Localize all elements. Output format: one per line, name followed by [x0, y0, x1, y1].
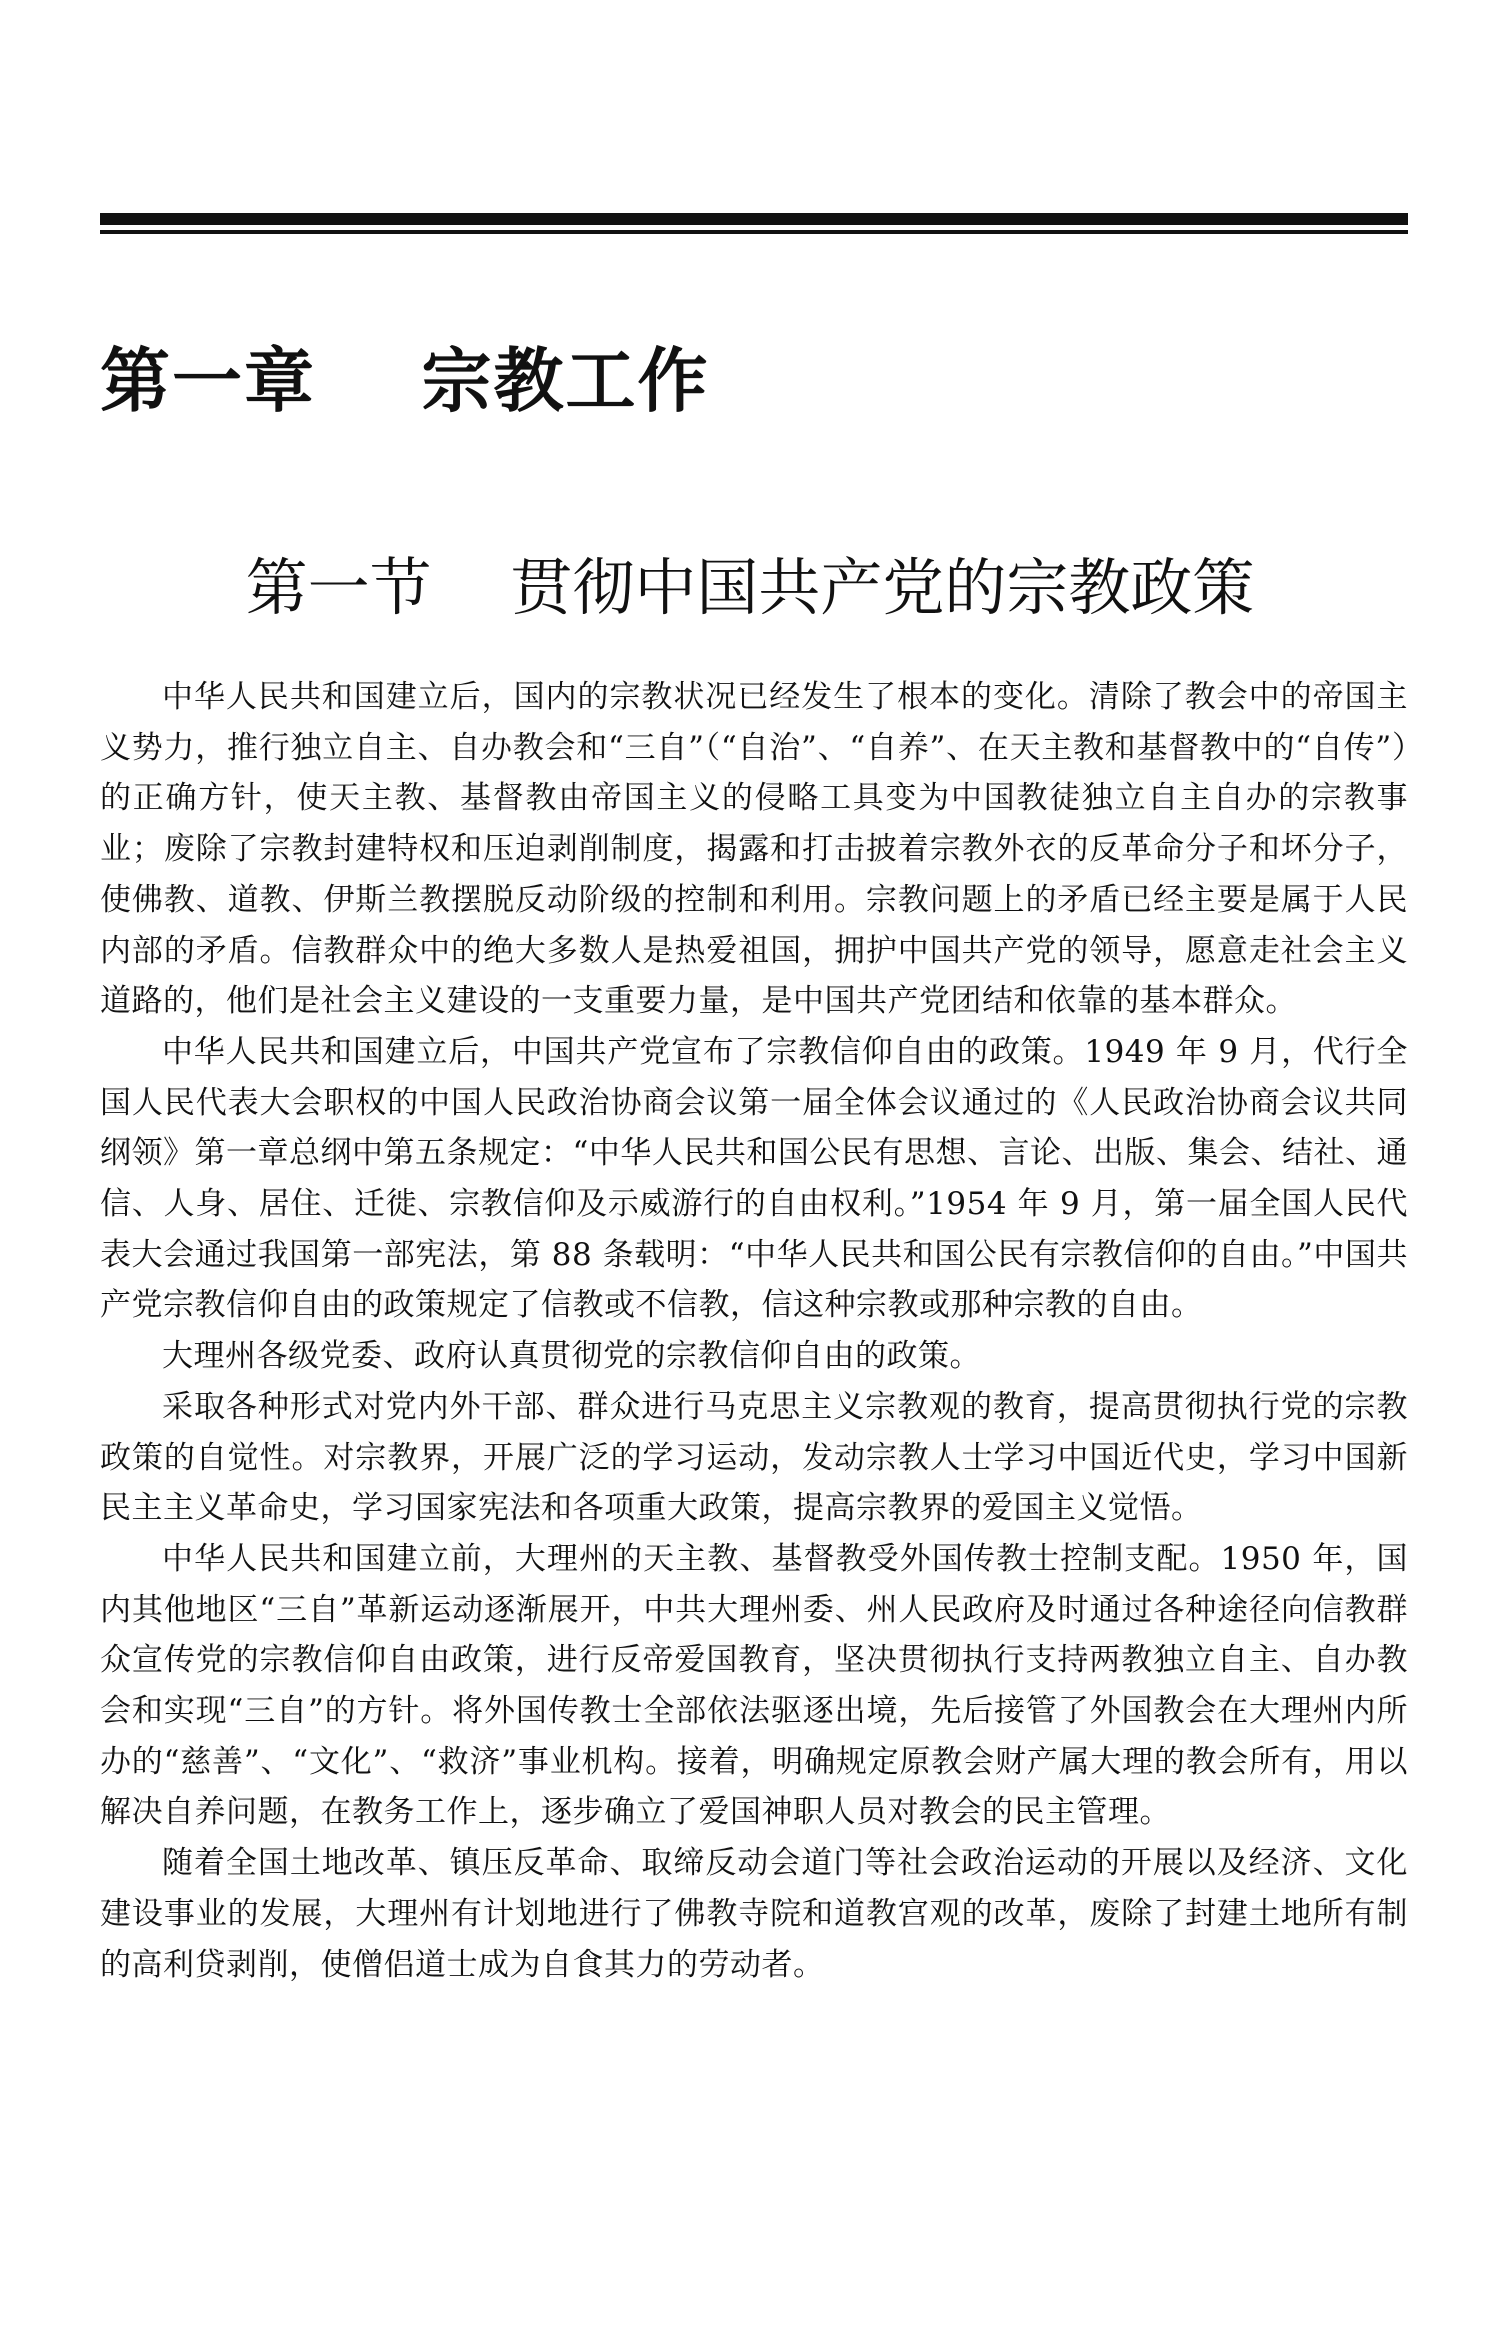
body-text [100, 672, 1408, 1990]
paragraph: 中华人民共和国建立前，大理州的天主教、基督教受外国传教士控制支配。1950 年，国内其他地区“三自”革新运动逐渐展开，中共大理州委、州人民政府及时通过各种途径向信教群众宣传党的宗教信仰自由政策，进行反帝爱国教育，坚决贯彻执行支持两教独立自主、自办教会和实现“三自”的方针。将外国传教士全部依法驱逐出境，先后接管了外国教会在大理州内所办的“慈善”、“文化”、“救济”事业机构。接着，明确规定原教会财产属大理的教会所有，用以解决自养问题，在教务工作上，逐步确立了爱国神职人员对教会的民主管理。 [100, 1540, 1408, 1831]
header-rule-thin [100, 230, 1408, 234]
chapter-title: 第一章 宗教工作 [100, 340, 710, 422]
section-title: 第一节 贯彻中国共产党的宗教政策 [245, 551, 1255, 624]
paragraph: 中华人民共和国建立后，中国共产党宣布了宗教信仰自由的政策。1949 年 9 月，代行全国人民代表大会职权的中国人民政治协商会议第一届全体会议通过的《人民政治协商会议共同纲领》第一章总纲中第五条规定：“中华人民共和国公民有思想、言论、出版、集会、结社、通信、人身、居住、迁徙、宗教信仰及示威游行的自由权利。”1954 年 9 月，第一届全国人民代表大会通过我国第一部宪法，第 88 条载明：“中华人民共和国公民有宗教信仰的自由。”中国共产党宗教信仰自由的政策规定了信教或不信教，信这种宗教或那种宗教的自由。 [100, 1033, 1408, 1324]
paragraph: 采取各种形式对党内外干部、群众进行马克思主义宗教观的教育，提高贯彻执行党的宗教政策的自觉性。对宗教界，开展广泛的学习运动，发动宗教人士学习中国近代史，学习中国新民主主义革命史，学习国家宪法和各项重大政策，提高宗教界的爱国主义觉悟。 [100, 1388, 1408, 1527]
paragraph: 随着全国土地改革、镇压反革命、取缔反动会道门等社会政治运动的开展以及经济、文化建设事业的发展，大理州有计划地进行了佛教寺院和道教宫观的改革，废除了封建土地所有制的高利贷剥削，使僧侣道士成为自食其力的劳动者。 [100, 1845, 1408, 1983]
paragraph: 中华人民共和国建立后，国内的宗教状况已经发生了根本的变化。清除了教会中的帝国主义势力，推行独立自主、自办教会和“三自”（“自治”、“自养”、在天主教和基督教中的“自传”）的正确方针，使天主教、基督教由帝国主义的侵略工具变为中国教徒独立自主自办的宗教事业；废除了宗教封建特权和压迫剥削制度，揭露和打击披着宗教外衣的反革命分子和坏分子，使佛教、道教、伊斯兰教摆脱反动阶级的控制和利用。宗教问题上的矛盾已经主要是属于人民内部的矛盾。信教群众中的绝大多数人是热爱祖国，拥护中国共产党的领导，愿意走社会主义道路的，他们是社会主义建设的一支重要力量，是中国共产党团结和依靠的基本群众。 [100, 679, 1408, 1020]
paragraph: 大理州各级党委、政府认真贯彻党的宗教信仰自由的政策。 [162, 1338, 981, 1375]
header-rule-thick [100, 213, 1408, 225]
